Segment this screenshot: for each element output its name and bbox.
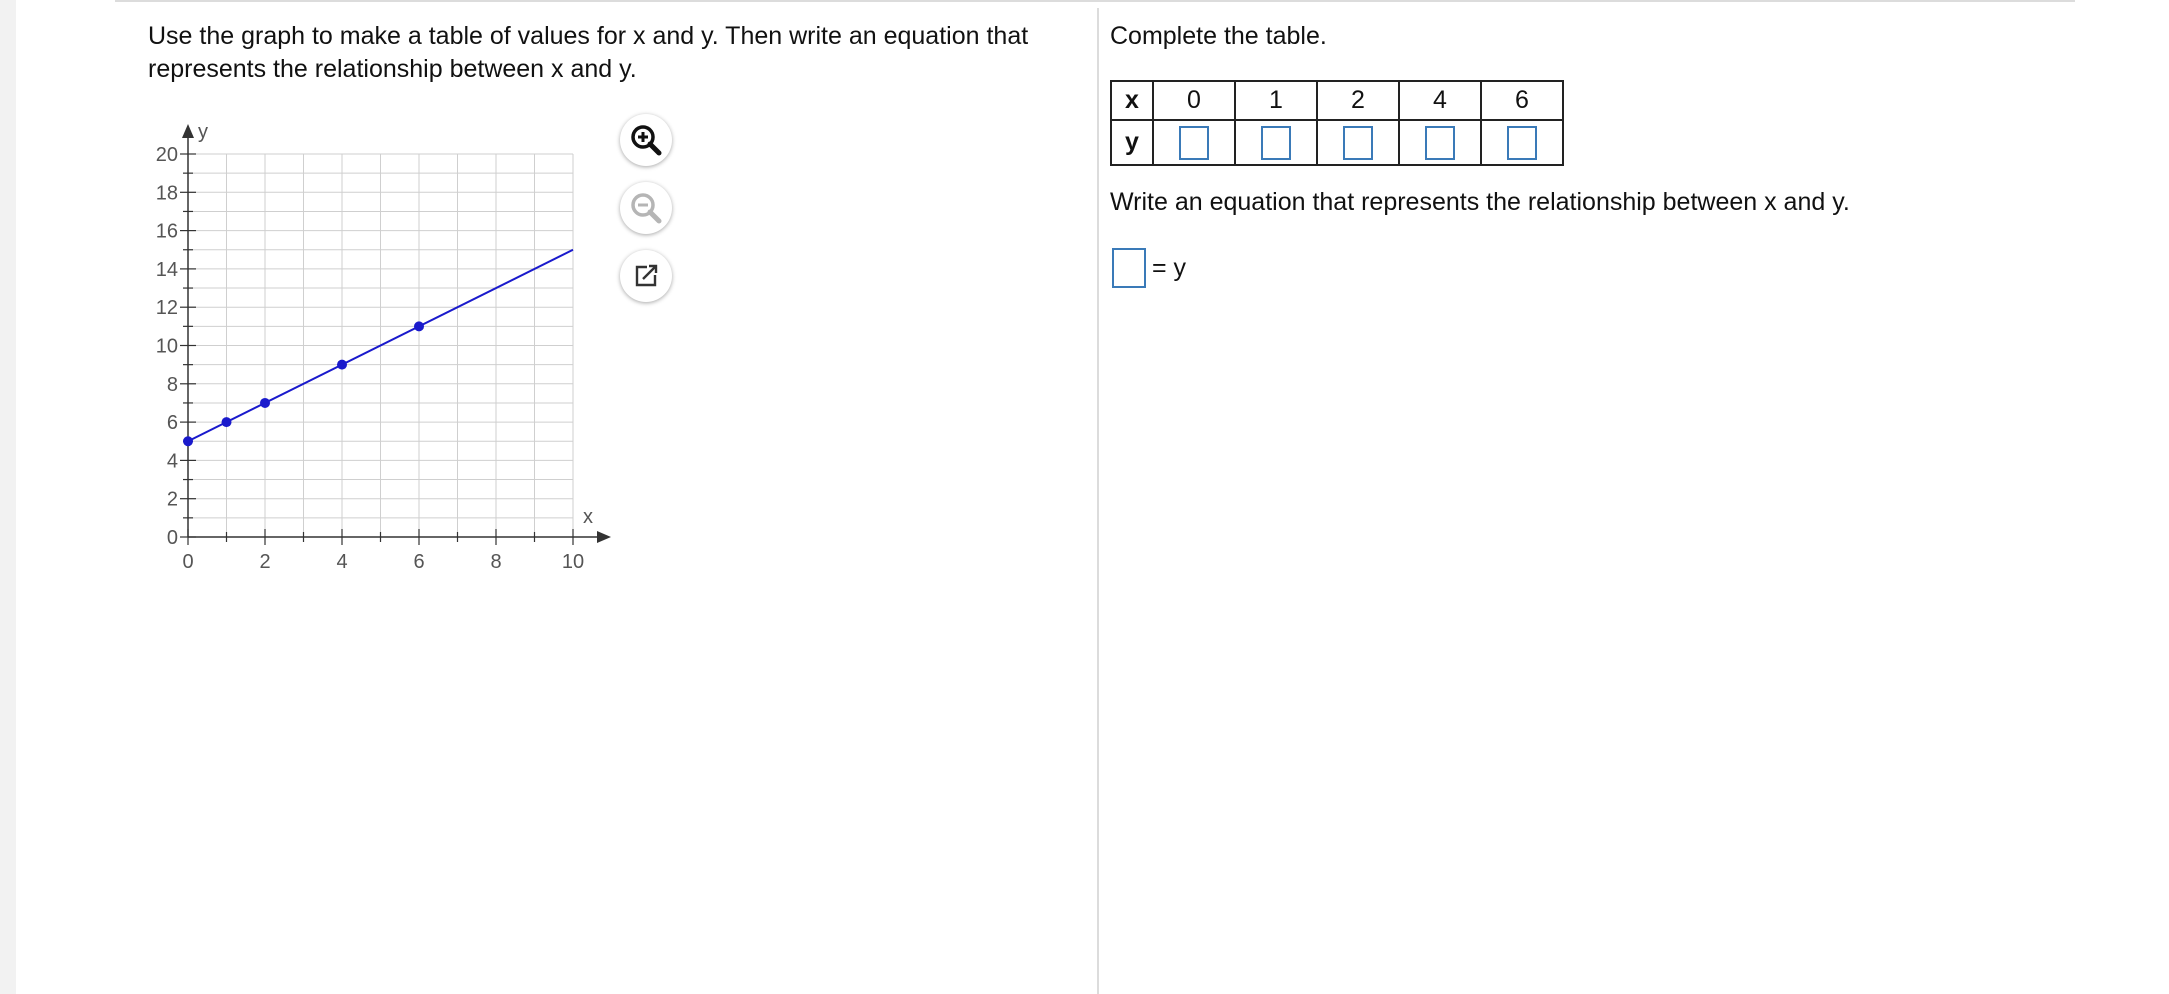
y-tick-label: 8 bbox=[166, 373, 178, 396]
graph-point bbox=[222, 417, 232, 427]
table-instructions: Complete the table. bbox=[1110, 22, 1327, 50]
y-value-cell bbox=[1317, 120, 1399, 165]
x-tick-label: 2 bbox=[259, 551, 271, 573]
y-tick-label: 16 bbox=[155, 220, 178, 243]
x-tick-label: 0 bbox=[182, 551, 194, 573]
y-row bbox=[1111, 120, 1563, 165]
x-tick-label: 4 bbox=[336, 551, 348, 573]
zoom-in-icon bbox=[629, 123, 663, 157]
x-tick-label: 6 bbox=[413, 551, 425, 573]
y-value-cell bbox=[1153, 120, 1235, 165]
y-answer-input[interactable] bbox=[1507, 126, 1537, 160]
y-axis-label: y bbox=[198, 121, 208, 143]
x-axis-arrow bbox=[597, 531, 611, 543]
x-tick-label: 8 bbox=[490, 551, 502, 573]
y-tick-label: 18 bbox=[155, 182, 178, 205]
y-axis-arrow bbox=[182, 124, 194, 138]
x-row bbox=[1111, 81, 1563, 120]
x-tick-label: 10 bbox=[561, 551, 585, 573]
graph-point bbox=[414, 321, 424, 331]
y-tick-label: 0 bbox=[166, 527, 178, 549]
y-answer-input[interactable] bbox=[1425, 126, 1455, 160]
y-answer-input[interactable] bbox=[1179, 126, 1209, 160]
zoom-out-icon bbox=[629, 191, 663, 225]
y-answer-input[interactable] bbox=[1261, 126, 1291, 160]
graph-axes bbox=[182, 124, 611, 543]
y-tick-label: 4 bbox=[166, 450, 178, 473]
popout-button[interactable] bbox=[620, 250, 672, 302]
y-tick-label: 2 bbox=[166, 488, 178, 511]
x-header: x bbox=[1111, 81, 1153, 120]
zoom-in-button[interactable] bbox=[620, 114, 672, 166]
graph-point bbox=[183, 436, 193, 446]
graph-point bbox=[337, 360, 347, 370]
question-text: Use the graph to make a table of values for x and y. Then write an equation that represents the relationship between x and y. bbox=[148, 22, 1029, 83]
graph-point bbox=[260, 398, 270, 408]
y-value-cell bbox=[1235, 120, 1317, 165]
top-divider bbox=[115, 0, 2075, 2]
x-value-cell: 4 bbox=[1399, 81, 1481, 120]
graph-labels bbox=[156, 121, 593, 573]
panel-divider bbox=[1097, 8, 1099, 994]
x-value-cell: 0 bbox=[1153, 81, 1235, 120]
zoom-out-button[interactable] bbox=[620, 182, 672, 234]
popout-icon bbox=[631, 261, 661, 291]
y-tick-label: 20 bbox=[155, 144, 178, 166]
y-tick-label: 14 bbox=[155, 258, 178, 281]
coordinate-graph bbox=[130, 112, 630, 582]
y-answer-input[interactable] bbox=[1343, 126, 1373, 160]
x-value-cell: 6 bbox=[1481, 81, 1563, 120]
y-value-cell bbox=[1399, 120, 1481, 165]
y-tick-label: 12 bbox=[155, 297, 178, 320]
x-value-cell: 2 bbox=[1317, 81, 1399, 120]
y-tick-label: 6 bbox=[166, 412, 178, 435]
equation-answer-input[interactable] bbox=[1112, 248, 1146, 288]
y-value-cell bbox=[1481, 120, 1563, 165]
equation-instructions: Write an equation that represents the relationship between x and y. bbox=[1110, 188, 1850, 216]
y-tick-label: 10 bbox=[155, 335, 178, 358]
left-gutter bbox=[0, 0, 16, 994]
y-header: y bbox=[1111, 120, 1153, 165]
x-value-cell: 1 bbox=[1235, 81, 1317, 120]
graph-ticks bbox=[180, 154, 573, 545]
values-table bbox=[1110, 80, 1564, 166]
equation-row bbox=[1112, 248, 1186, 288]
equation-suffix: = y bbox=[1152, 253, 1187, 282]
x-axis-label: x bbox=[583, 506, 593, 528]
